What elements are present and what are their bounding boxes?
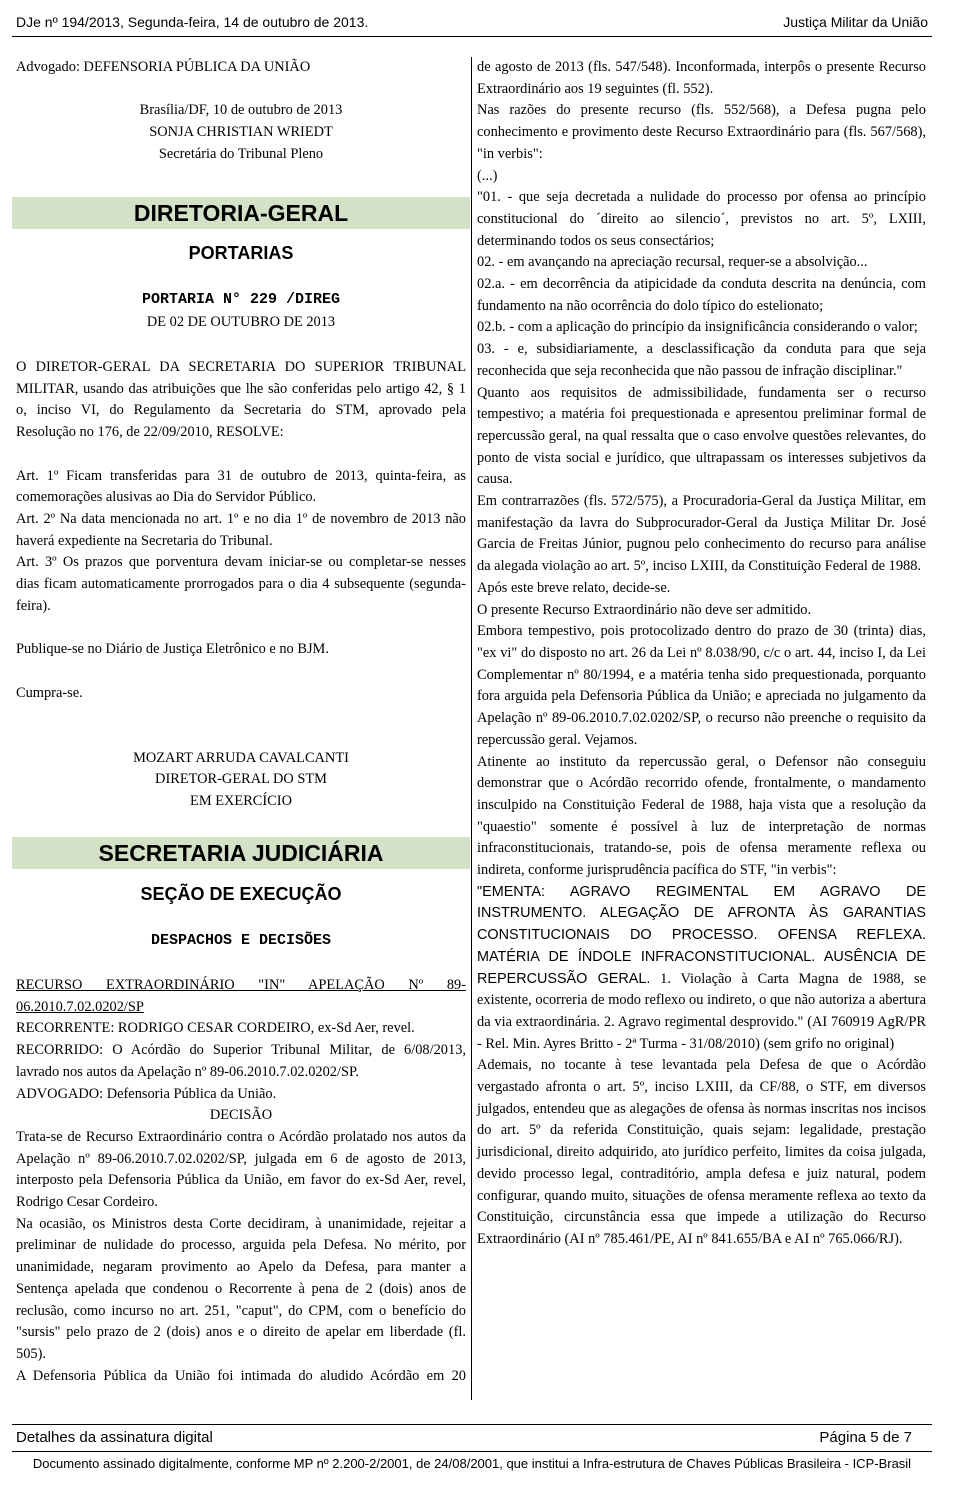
portaria-body bbox=[16, 357, 466, 813]
signature-role: Secretária do Tribunal Pleno bbox=[158, 145, 324, 162]
right-quote-03: 03. - e, subsidiariamente, a desclassificação da conduta para que seja reconhecida que seja reconhecida que não passou de infração disciplinar." bbox=[477, 341, 926, 379]
portaria-title: PORTARIA N° 229 /DIREG bbox=[141, 291, 341, 308]
decision-paragraph-1: Trata-se de Recurso Extraordinário contra o Acórdão prolatado nos autos da Apelação nº 89-06.2010.7.02.0202/SP, julgada em 6 de agosto de 2013, interposto pela Defensoria Pública da União, em favor do ex-Sd Aer, revel, Rodrigo Cesar Cordeiro. bbox=[16, 1128, 466, 1211]
decisao-heading: DECISÃO bbox=[209, 1107, 273, 1124]
header-journal-info: DJe nº 194/2013, Segunda-feira, 14 de outubro de 2013. bbox=[16, 14, 369, 30]
header-court-name: Justiça Militar da União bbox=[783, 14, 928, 30]
page-number: Página 5 de 7 bbox=[819, 1429, 912, 1446]
decision-left bbox=[16, 975, 466, 1387]
section-title-secretaria-judiciaria: SECRETARIA JUDICIÁRIA bbox=[12, 837, 470, 869]
recorrido-line: RECORRIDO: O Acórdão do Superior Tribunal Militar, de 6/08/2013, lavrado nos autos da Apelação nº 89-06.2010.7.02.0202/SP. bbox=[16, 1042, 466, 1080]
right-paragraph-admissibilidade: Quanto aos requisitos de admissibilidade, fundamenta ser o recurso tempestivo; a matéria foi prequestionada e apresentou preliminar formal de repercussão geral, na qual ressalta que o caso envolve questões relevantes, do ponto de vista social e jurídico, que ultrapassam os interesses subjetivos da causa. bbox=[477, 384, 926, 488]
right-paragraph-contrarrazoes: Em contrarrazões (fls. 572/575), a Procuradoria-Geral da Justiça Militar, em manifestação da lavra do Subprocurador-Geral da Justiça Militar Dr. José Garcia de Freitas Júnior, pugnou pelo conhecimento do recurso para análise da alegada violação ao art. 5º, inciso LXIII, da Constituição Federal de 1988. bbox=[477, 493, 926, 575]
portaria-art3: Art. 3º Os prazos que porventura devam iniciar-se ou completar-se nesses dias ficam automaticamente prorrogados para o dia 4 subsequente (segunda-feira). bbox=[16, 554, 466, 614]
advogado2-line: ADVOGADO: Defensoria Pública da União. bbox=[16, 1085, 277, 1102]
ementa-heading: "EMENTA: AGRAVO REGIMENTAL EM AGRAVO DE INSTRUMENTO. ALEGAÇÃO DE AFRONTA ÀS GARANTIAS CONSTITUCIONAIS DO PROCESSO. OFENSA REFLEXA. MATÉRIA DE ÍNDOLE INFRACONSTITUCIONAL. AUSÊNCIA DE REPERCUSSÃO GERAL. bbox=[477, 883, 926, 987]
right-paragraph-relato: Após este breve relato, decide-se. bbox=[477, 579, 671, 596]
right-paragraph-repercussao: Atinente ao instituto da repercussão geral, o Defensor não conseguiu demonstrar que o Acórdão recorrido ofende, frontalmente, o mandamento insculpido na Constituição Federal de 1988, haja vista que a resolução da "quaestio" somente é possível à luz de interpretação de normas infraconstitucionais, tratando-se, pois de ofensa meramente reflexa ou indireta, conforme jurisprudência pacífica do STF, "in verbis": bbox=[477, 753, 926, 879]
recorrente-line: RECORRENTE: RODRIGO CESAR CORDEIRO, ex-Sd Aer, revel. bbox=[16, 1020, 415, 1037]
section-subtitle-execucao: SEÇÃO DE EXECUÇÃO bbox=[140, 884, 342, 904]
right-quote-01: "01. - que seja decretada a nulidade do processo por ofensa ao princípio constitucional do ´direito ao silencio´, previstos no art. 5º, LXIII, determinando todos os seus consectários; bbox=[477, 189, 926, 249]
section-title-diretoria-geral: DIRETORIA-GERAL bbox=[12, 197, 470, 229]
director-name: MOZART ARRUDA CAVALCANTI bbox=[133, 749, 349, 766]
right-paragraph-nao-admitido: O presente Recurso Extraordinário não deve ser admitido. bbox=[477, 601, 812, 618]
digital-signature-details-link[interactable]: Detalhes da assinatura digital bbox=[16, 1429, 213, 1446]
section-subtitle-portarias: PORTARIAS bbox=[188, 243, 294, 263]
signature-notice: Documento assinado digitalmente, conforme MP nº 2.200-2/2001, de 24/08/2001, que institui a Infra-estrutura de Chaves Públicas Brasileira - ICP-Brasil bbox=[32, 1456, 912, 1471]
signature-date: Brasília/DF, 10 de outubro de 2013 bbox=[139, 102, 343, 119]
director-status: EM EXERCÍCIO bbox=[190, 792, 292, 809]
right-ementa bbox=[477, 882, 926, 1056]
right-ellipsis: (...) bbox=[477, 167, 498, 184]
signature-footer-bar bbox=[12, 1424, 932, 1452]
ementa-body: 1. Violação à Carta Magna de 1988, se existente, ocorreria de modo reflexo ou indireto, o que não autoriza a abertura da via extraordinária. 2. Agravo regimental desprovido." (AI 760919 AgR/PR - Rel. Min. Ayres Britto - 2ª Turma - 31/08/2010) (sem grifo no original) bbox=[477, 970, 926, 1052]
cumpra-line: Cumpra-se. bbox=[16, 684, 83, 701]
right-quote-02: 02. - em avançando na apreciação recursal, requer-se a absolvição... bbox=[477, 254, 868, 271]
left-column-top bbox=[16, 57, 466, 166]
page-header bbox=[12, 12, 932, 37]
recurso-title: RECURSO EXTRAORDINÁRIO "IN" APELAÇÃO Nº 89-06.2010.7.02.0202/SP bbox=[16, 977, 466, 1015]
right-paragraph-tempestivo: Embora tempestivo, pois protocolizado dentro do prazo de 30 (trinta) dias, "ex vi" do disposto no art. 26 da Lei nº 8.038/90, c/c o art. 44, inciso I, da Lei Complementar nº 80/1994, e a matéria tenha sido prequestionada, porquanto fora arguida pela Defensoria Pública da União; e apreciada no julgamento da Apelação nº 89-06.2010.7.02.0202/SP, o recurso não preenche o requisito da repercussão geral. Vejamos. bbox=[477, 623, 926, 748]
publique-line: Publique-se no Diário de Justiça Eletrônico e no BJM. bbox=[16, 641, 329, 658]
signature-name: SONJA CHRISTIAN WRIEDT bbox=[149, 124, 333, 141]
portaria-intro: O DIRETOR-GERAL DA SECRETARIA DO SUPERIOR TRIBUNAL MILITAR, usando das atribuições que lhe são conferidas pelo artigo 42, § 1 o, inciso VI, do Regulamento da Secretaria do STM, aprovado pela Resolução no 176, de 22/09/2010, RESOLVE: bbox=[16, 359, 466, 441]
portaria-art1: Art. 1º Ficam transferidas para 31 de outubro de 2013, quinta-feira, as comemorações alusivas ao Dia do Servidor Público. bbox=[16, 467, 466, 506]
portaria-date: DE 02 DE OUTUBRO DE 2013 bbox=[146, 314, 336, 330]
right-paragraph-ademais: Ademais, no tocante à tese levantada pela Defesa de que o Acórdão vergastado afronta o art. 5º, inciso LXIII, da CF/88, o STF, em diversos julgados, entendeu que as alegações de ofensa às normas inscritas nos incisos do art. 5º da referida Constituição, quais sejam: legalidade, prestação jurisdicional, direito adquirido, ato jurídico perfeito, limites da coisa julgada, devido processo legal, contraditório, ampla defesa e juiz natural, podem configurar, quando muito, situações de ofensa meramente reflexa ao texto da Constituição, circunstância essa que impede a utilização do Recurso Extraordinário (AI nº 785.461/PE, AI nº 841.655/BA e AI nº 765.066/RJ). bbox=[477, 1057, 926, 1247]
right-paragraph-2: Nas razões do presente recurso (fls. 552/568), a Defesa pugna pelo conhecimento e provimento deste Recurso Extraordinário para (fls. 567/568), "in verbis": bbox=[477, 102, 926, 162]
column-divider bbox=[471, 57, 472, 1400]
advogado-line: Advogado: DEFENSORIA PÚBLICA DA UNIÃO bbox=[16, 59, 311, 75]
decision-paragraph-3: A Defensoria Pública da União foi intimada do aludido Acórdão em 20 bbox=[16, 1367, 466, 1384]
portaria-art2: Art. 2º Na data mencionada no art. 1º e no dia 1º de novembro de 2013 não haverá expediente na Secretaria do Tribunal. bbox=[16, 510, 466, 549]
right-quote-02b: 02.b. - com a aplicação do princípio da insignificância considerando o valor; bbox=[477, 319, 918, 336]
decision-paragraph-2: Na ocasião, os Ministros desta Corte decidiram, à unanimidade, rejeitar a preliminar de nulidade do processo, arguida pela Defesa. No mérito, por unanimidade, negaram provimento ao Apelo da Defesa, para manter a Sentença apelada que condenou o Recorrente à pena de 2 (dois) anos de reclusão, como incurso no art. 251, "caput", do CPM, com o benefício do "sursis" pelo prazo de 2 (dois) anos e o direito de apelar em liberdade (fl. 505). bbox=[16, 1215, 466, 1362]
right-quote-02a: 02.a. - em decorrência da atipicidade da conduta descrita na denúncia, com fundamento na não ocorrência do dolo típico do estelionato; bbox=[477, 276, 926, 314]
right-paragraph-1: de agosto de 2013 (fls. 547/548). Inconformada, interpôs o presente Recurso Extraordinário aos 19 seguintes (fl. 552). bbox=[477, 59, 926, 97]
right-column bbox=[477, 57, 926, 1251]
director-role: DIRETOR-GERAL DO STM bbox=[155, 771, 327, 788]
section-subtitle-despachos: DESPACHOS E DECISÕES bbox=[150, 932, 332, 949]
